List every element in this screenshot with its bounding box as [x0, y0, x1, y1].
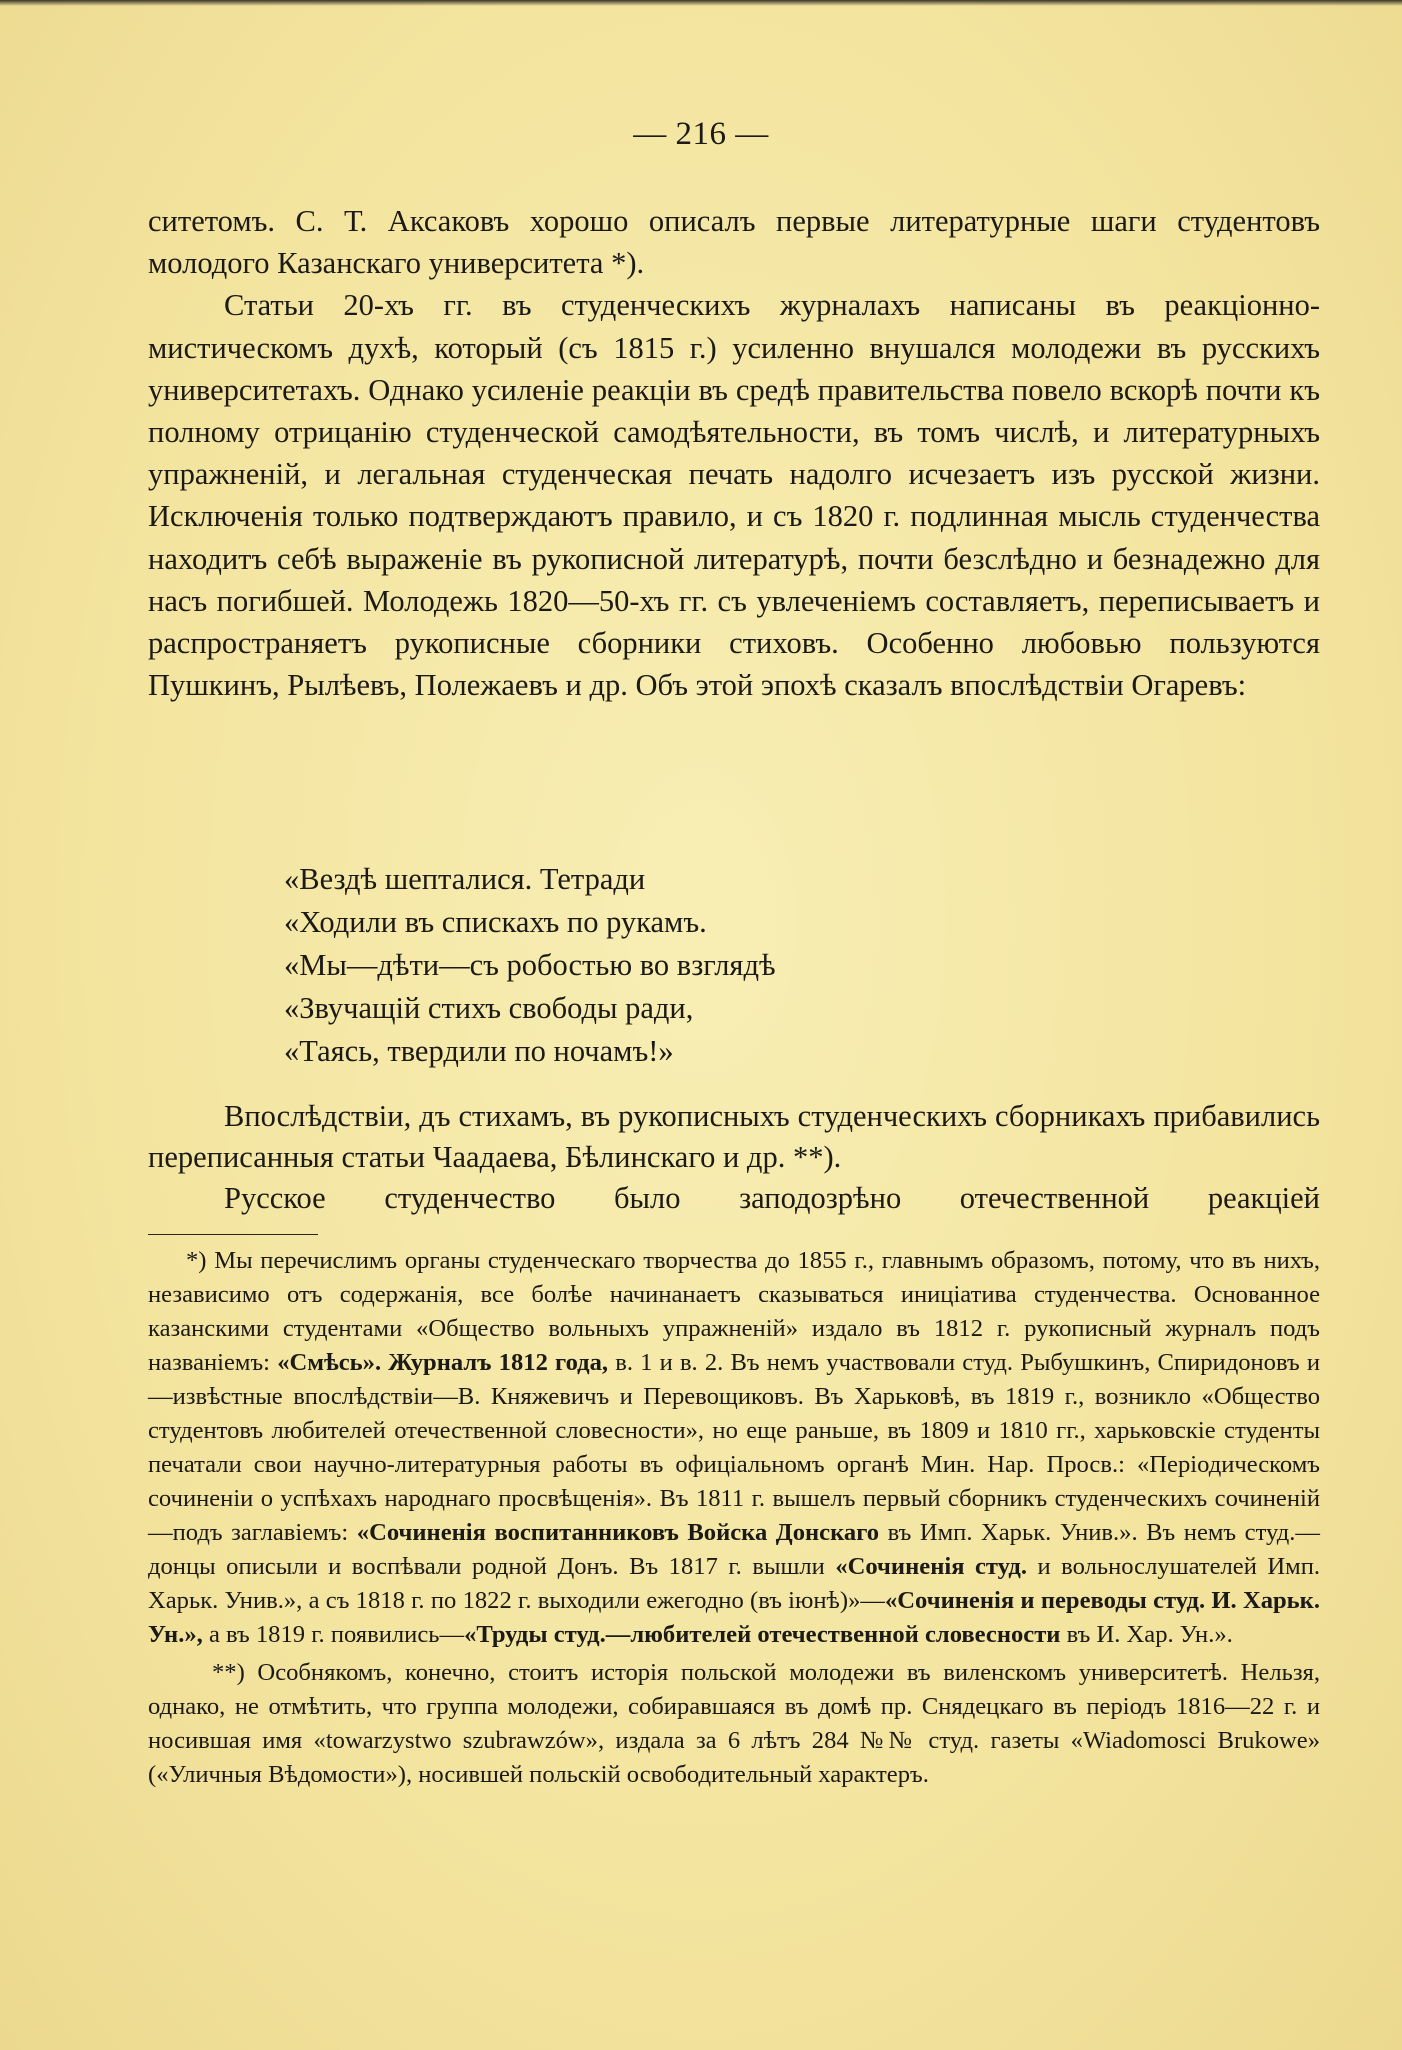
- footnote-divider: [148, 1234, 318, 1235]
- footnote-1-title: «Труды студ.—любителей отечественной словесности: [464, 1621, 1061, 1648]
- footnote-1-title: «Смѣсь». Журналъ 1812 года,: [277, 1349, 609, 1376]
- page-number: — 216 —: [633, 116, 769, 152]
- main-text-continued: [148, 1096, 1320, 1219]
- footnote-1-text: а въ 1819 г. появились—: [202, 1621, 465, 1648]
- paragraph-1: ситетомъ. С. Т. Аксаковъ хорошо описалъ первые литературные шаги студентовъ молодого Казанскаго университета *).: [148, 204, 1320, 281]
- footnote-1-text: *) Мы перечислимъ органы студенческаго творчества до 1855 г., главнымъ образомъ, потому, что въ нихъ, независимо отъ содержанія, все болѣе начинанаетъ сказываться иниціатива студенчества. Основанное казанскими студентами «Общество вольныхъ упражненій» издало въ 1812 г. рукописный журналъ подъ названіемъ:: [148, 1247, 1320, 1376]
- poem-line: «Ходили въ спискахъ по рукамъ.: [284, 905, 707, 939]
- paragraph-3: Впослѣдствіи, дъ стихамъ, въ рукописныхъ студенческихъ сборникахъ прибавились переписанныя статьи Чаадаева, Бѣлинскаго и др. **).: [148, 1099, 1320, 1174]
- footnotes: [148, 1244, 1320, 1792]
- paragraph-2: Статьи 20-хъ гг. въ студенческихъ журналахъ написаны въ реакціонно-мистическомъ духѣ, который (съ 1815 г.) усиленно внушался молодежи въ русскихъ университетахъ. Однако усиленіе реакціи въ средѣ правительства повело вскорѣ почти къ полному отрицанію студенческой самодѣятельности, въ томъ числѣ, и литературныхъ упражненій, и легальная студенческая печать надолго исчезаетъ изъ русской жизни. Исключенія только подтверждаютъ правило, и съ 1820 г. подлинная мысль студенчества находитъ себѣ выраженіе въ рукописной литературѣ, почти безслѣдно и безнадежно для насъ погибшей. Молодежь 1820—50-хъ гг. съ увлеченіемъ составляетъ, переписываетъ и распространяетъ рукописные сборники стиховъ. Особенно любовью пользуются Пушкинъ, Рылѣевъ, Полежаевъ и др. Объ этой эпохѣ сказалъ впослѣдствіи Огаревъ:: [148, 288, 1320, 703]
- paragraph-4: Русское студенчество было заподозрѣно отечественной реакціей: [224, 1181, 1320, 1215]
- footnote-1-text: и вольнослушателей Имп. Харьк. Унив.», а съ 1818 г. по 1822 г. выходили ежегодно (въ іюнѣ)»—: [148, 1553, 1321, 1614]
- poem-line: «Звучащій стихъ свободы ради,: [284, 991, 694, 1025]
- page-top-edge: [0, 0, 1402, 6]
- footnote-1-text: въ Имп. Харьк. Унив.». Въ немъ студ.—донцы описыли и воспѣвали родной Донъ. Въ 1817 г. вышли: [148, 1519, 1321, 1580]
- footnote-1-title: «Сочиненія и переводы студ. И. Харьк. Ун.»,: [148, 1587, 1321, 1648]
- poem-line: «Мы—дѣти—съ робостью во взглядѣ: [284, 948, 776, 982]
- footnote-1: [148, 1244, 1320, 1652]
- poem-line: «Вездѣ шепталися. Тетради: [284, 862, 646, 896]
- main-text: [148, 200, 1320, 706]
- footnote-1-title: «Сочиненія воспитанниковъ Войска Донскаго: [356, 1519, 880, 1546]
- poem-line: «Таясь, твердили по ночамъ!»: [284, 1034, 674, 1068]
- footnote-1-title: «Сочиненія студ.: [835, 1553, 1028, 1580]
- footnote-1-text: в. 1 и в. 2. Въ немъ участвовали студ. Рыбушкинъ, Спиридоновъ и—извѣстные впослѣдствіи—В. Княжевичъ и Перевощиковъ. Въ Харьковѣ, въ 1819 г., возникло «Общество студентовъ любителей отечественной словесности», но еще раньше, въ 1809 и 1810 гг., харьковскіе студенты печатали свои научно-литературныя работы въ офиціальномъ органѣ Мин. Нар. Просв.: «Періодическомъ сочиненіи о успѣхахъ народнаго просвѣщенія». Въ 1811 г. вышелъ первый сборникъ студенческихъ сочиненій—подъ заглавіемъ:: [148, 1349, 1320, 1546]
- footnote-1-text: въ И. Хар. Ун.».: [1060, 1621, 1233, 1648]
- poem-quote: [284, 858, 1184, 1073]
- footnote-2: **) Особнякомъ, конечно, стоитъ исторія польской молодежи въ виленскомъ университетѣ. Нельзя, однако, не отмѣтить, что группа молодежи, собиравшаяся въ домѣ пр. Снядецкаго въ періодъ 1816—22 г. и носившая имя «towarzystwo szubrawzów», издала за 6 лѣтъ 284 №№ студ. газеты «Wiadomosci Brukowe» («Уличныя Вѣдомости»), носившей польскій освободительный характеръ.: [148, 1659, 1320, 1788]
